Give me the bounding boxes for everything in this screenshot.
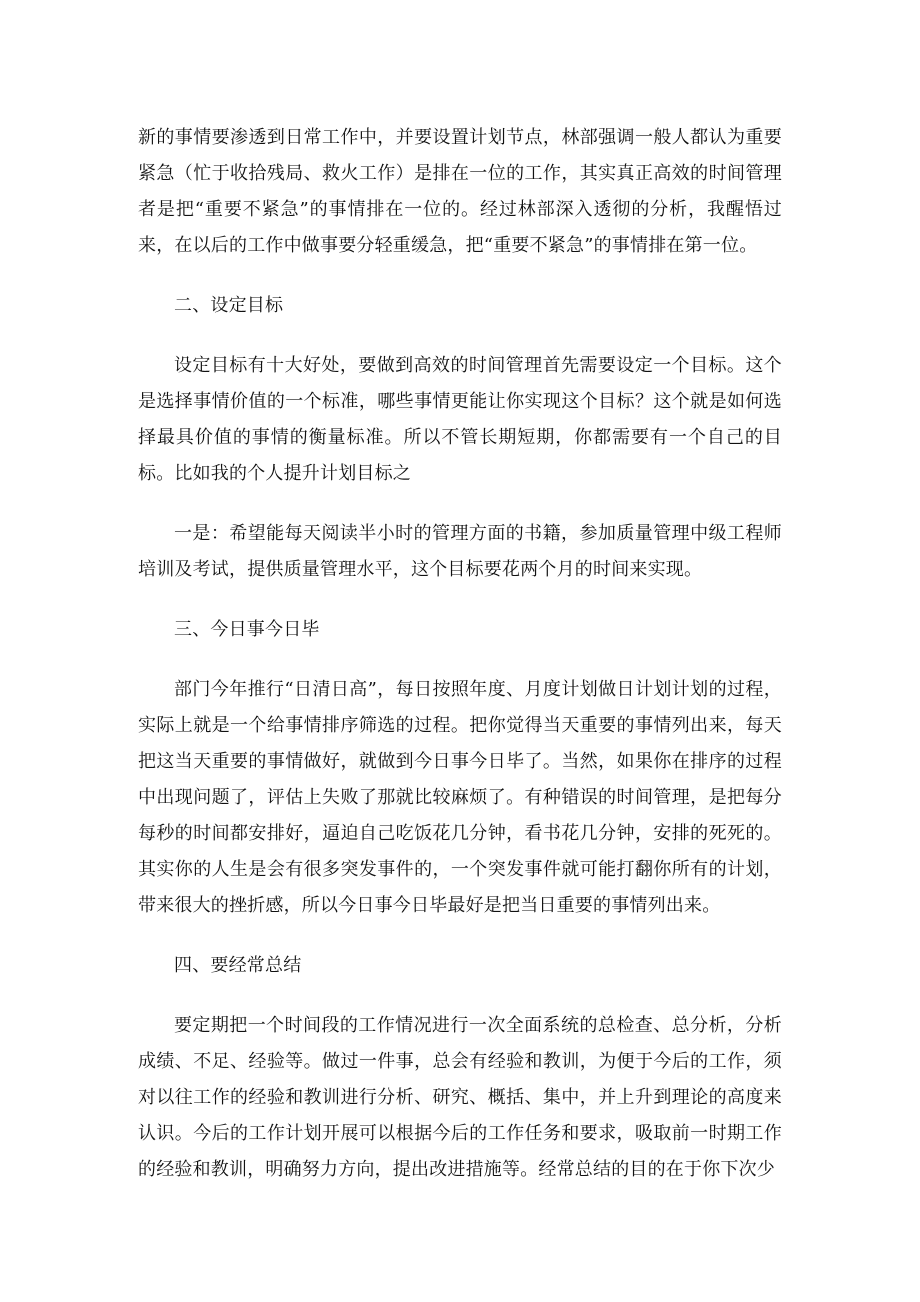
paragraph-gap [138, 924, 782, 948]
section-heading-set-goals: 二、设定目标 [174, 295, 284, 316]
intro-paragraph: 新的事情要渗透到日常工作中，并要设置计划节点，林部强调一般人都认为重要紧急（忙于收拾残局、救火工作）是排在一位的工作，其实真正高效的时间管理者是把“重要不紧急”的事情排在一位的。经过林部深入透彻的分析，我醒悟过来，在以后的工作中做事要分轻重缓急，把“重要不紧急”的事情排在第一位。 [138, 127, 782, 256]
paragraph-gap [138, 492, 782, 516]
summarize-paragraph: 要定期把一个时间段的工作情况进行一次全面系统的总检查、总分析，分析成绩、不足、经验等。做过一件事，总会有经验和教训，为便于今后的工作，须对以往工作的经验和教训进行分析、研究、概括、集中，并上升到理论的高度来认识。今后的工作计划开展可以根据今后的工作任务和要求，吸取前一时期工作的经验和教训，明确努力方向，提出改进措施等。经常总结的目的在于你下次少 [138, 1015, 782, 1180]
section-heading-today: 三、今日事今日毕 [174, 619, 320, 640]
paragraph-gap [138, 588, 782, 612]
set-goals-paragraph-continued: 一是：希望能每天阅读半小时的管理方面的书籍，参加质量管理中级工程师培训及考试，提供质量管理水平，这个目标要花两个月的时间来实现。 [138, 523, 782, 580]
document-body [138, 120, 782, 1188]
paragraph-gap [138, 264, 782, 288]
today-paragraph: 部门今年推行“日清日高”，每日按照年度、月度计划做日计划计划的过程，实际上就是一个给事情排序筛选的过程。把你觉得当天重要的事情列出来，每天把这当天重要的事情做好，就做到今日事今日毕了。当然，如果你在排序的过程中出现问题了，评估上失败了那就比较麻烦了。有种错误的时间管理，是把每分每秒的时间都安排好，逼迫自己吃饭花几分钟，看书花几分钟，安排的死死的。其实你的人生是会有很多突发事件的，一个突发事件就可能打翻你所有的计划，带来很大的挫折感，所以今日事今日毕最好是把当日重要的事情列出来。 [138, 679, 782, 916]
paragraph-gap [138, 984, 782, 1008]
section-heading-summarize: 四、要经常总结 [174, 955, 302, 976]
paragraph-gap [138, 324, 782, 348]
paragraph-gap [138, 648, 782, 672]
set-goals-paragraph: 设定目标有十大好处，要做到高效的时间管理首先需要设定一个目标。这个是选择事情价值的一个标准，哪些事情更能让你实现这个目标？这个就是如何选择最具价值的事情的衡量标准。所以不管长期短期，你都需要有一个自己的目标。比如我的个人提升计划目标之 [138, 355, 782, 484]
